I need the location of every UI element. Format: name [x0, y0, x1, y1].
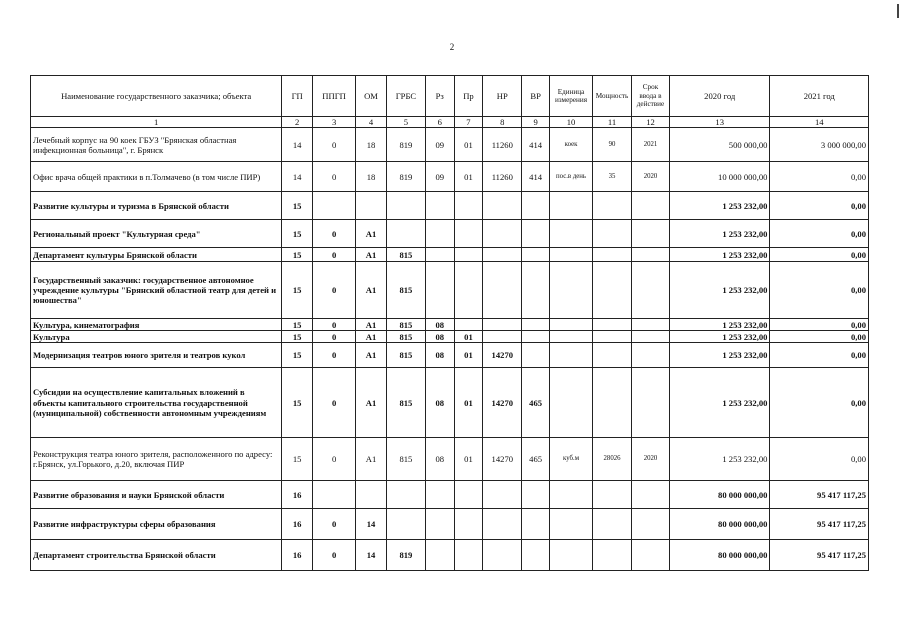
- cell-unit: [549, 331, 592, 343]
- cell-unit: [549, 509, 592, 540]
- cell-name: Лечебный корпус на 90 коек ГБУЗ "Брянская областная инфекционная больница", г. Брянск: [31, 128, 282, 162]
- column-number-cell: 4: [356, 117, 387, 128]
- cell-name: Департамент культуры Брянской области: [31, 248, 282, 262]
- cell-vr: 414: [522, 128, 550, 162]
- cell-grbs: 815: [386, 331, 425, 343]
- table-row: [31, 481, 869, 509]
- cell-rz: 08: [425, 438, 454, 481]
- cell-amount-2021: 0,00: [770, 248, 869, 262]
- cell-gp: 15: [282, 262, 313, 319]
- column-number-cell: 11: [593, 117, 632, 128]
- cell-np: [483, 248, 522, 262]
- cell-unit: пос.в день: [549, 162, 592, 192]
- cell-amount-2021: 0,00: [770, 343, 869, 368]
- table-row: [31, 509, 869, 540]
- cell-power: [593, 368, 632, 438]
- cell-pr: 01: [454, 162, 483, 192]
- cell-unit: [549, 262, 592, 319]
- cell-name: Культура, кинематография: [31, 319, 282, 331]
- cell-term: [632, 331, 670, 343]
- cell-ppgp: [313, 481, 356, 509]
- cell-ppgp: 0: [313, 220, 356, 248]
- cell-pr: 01: [454, 368, 483, 438]
- cell-amount-2020: 80 000 000,00: [669, 540, 770, 571]
- cell-np: 14270: [483, 438, 522, 481]
- column-number-cell: 8: [483, 117, 522, 128]
- column-number-cell: 13: [669, 117, 770, 128]
- column-number-cell: 12: [632, 117, 670, 128]
- table-row: [31, 128, 869, 162]
- cell-rz: [425, 262, 454, 319]
- cell-pr: [454, 540, 483, 571]
- cell-pr: [454, 509, 483, 540]
- cell-vr: [522, 192, 550, 220]
- cell-term: 2020: [632, 162, 670, 192]
- cell-amount-2020: 80 000 000,00: [669, 509, 770, 540]
- cell-unit: коек: [549, 128, 592, 162]
- column-number-cell: 9: [522, 117, 550, 128]
- cell-power: [593, 343, 632, 368]
- cell-np: [483, 319, 522, 331]
- cell-np: [483, 220, 522, 248]
- table-row: [31, 331, 869, 343]
- cell-om: [356, 481, 387, 509]
- cell-term: [632, 248, 670, 262]
- cell-rz: [425, 220, 454, 248]
- cell-amount-2021: 0,00: [770, 331, 869, 343]
- cell-grbs: [386, 192, 425, 220]
- cell-amount-2021: 0,00: [770, 220, 869, 248]
- cell-grbs: 815: [386, 438, 425, 481]
- header-2021: 2021 год: [770, 76, 869, 117]
- table-row: [31, 438, 869, 481]
- cell-gp: 15: [282, 343, 313, 368]
- cell-om: А1: [356, 368, 387, 438]
- cell-np: [483, 192, 522, 220]
- cell-unit: [549, 540, 592, 571]
- cell-np: 14270: [483, 368, 522, 438]
- header-om: ОМ: [356, 76, 387, 117]
- cell-term: [632, 509, 670, 540]
- cell-amount-2020: 1 253 232,00: [669, 192, 770, 220]
- cell-om: А1: [356, 248, 387, 262]
- cell-amount-2021: 0,00: [770, 162, 869, 192]
- cell-unit: [549, 220, 592, 248]
- cell-ppgp: 0: [313, 128, 356, 162]
- cell-rz: 08: [425, 343, 454, 368]
- cell-amount-2020: 1 253 232,00: [669, 438, 770, 481]
- cell-om: А1: [356, 331, 387, 343]
- cell-amount-2020: 10 000 000,00: [669, 162, 770, 192]
- cell-ppgp: 0: [313, 343, 356, 368]
- cell-grbs: [386, 509, 425, 540]
- header-vr: ВР: [522, 76, 550, 117]
- cell-vr: [522, 220, 550, 248]
- cell-power: [593, 481, 632, 509]
- cell-gp: 14: [282, 128, 313, 162]
- scan-edge-mark: [897, 4, 899, 18]
- cell-unit: [549, 192, 592, 220]
- cell-amount-2021: 95 417 117,25: [770, 540, 869, 571]
- cell-om: 18: [356, 162, 387, 192]
- table-row: [31, 319, 869, 331]
- cell-amount-2021: 0,00: [770, 319, 869, 331]
- cell-unit: [549, 319, 592, 331]
- cell-pr: [454, 481, 483, 509]
- cell-grbs: 819: [386, 540, 425, 571]
- cell-term: [632, 481, 670, 509]
- cell-np: [483, 509, 522, 540]
- cell-ppgp: 0: [313, 368, 356, 438]
- header-power: Мощность: [593, 76, 632, 117]
- cell-name: Субсидии на осуществление капитальных вложений в объекты капитального строительства государственной (муниципальной) собственности автономным учреждениям: [31, 368, 282, 438]
- cell-name: Культура: [31, 331, 282, 343]
- table-row: [31, 368, 869, 438]
- cell-gp: 15: [282, 319, 313, 331]
- cell-om: 18: [356, 128, 387, 162]
- cell-rz: 08: [425, 331, 454, 343]
- header-name: Наименование государственного заказчика; объекта: [31, 76, 282, 117]
- cell-np: [483, 481, 522, 509]
- cell-power: 28026: [593, 438, 632, 481]
- cell-rz: 09: [425, 128, 454, 162]
- cell-ppgp: 0: [313, 319, 356, 331]
- header-grbs: ГРБС: [386, 76, 425, 117]
- cell-om: А1: [356, 319, 387, 331]
- cell-om: [356, 192, 387, 220]
- cell-term: 2020: [632, 438, 670, 481]
- cell-vr: [522, 331, 550, 343]
- cell-grbs: 815: [386, 319, 425, 331]
- cell-power: [593, 192, 632, 220]
- cell-pr: [454, 192, 483, 220]
- cell-power: 90: [593, 128, 632, 162]
- cell-amount-2021: 0,00: [770, 192, 869, 220]
- cell-gp: 16: [282, 509, 313, 540]
- header-row: [31, 76, 869, 117]
- cell-term: [632, 262, 670, 319]
- cell-name: Развитие образования и науки Брянской области: [31, 481, 282, 509]
- cell-pr: 01: [454, 438, 483, 481]
- cell-term: [632, 368, 670, 438]
- header-term: Срок ввода в действие: [632, 76, 670, 117]
- cell-term: [632, 192, 670, 220]
- cell-name: Офис врача общей практики в п.Толмачево (в том числе ПИР): [31, 162, 282, 192]
- header-2020: 2020 год: [669, 76, 770, 117]
- cell-om: А1: [356, 343, 387, 368]
- table-row: [31, 220, 869, 248]
- cell-vr: [522, 343, 550, 368]
- cell-rz: [425, 509, 454, 540]
- cell-amount-2020: 1 253 232,00: [669, 220, 770, 248]
- cell-np: [483, 540, 522, 571]
- cell-ppgp: 0: [313, 331, 356, 343]
- cell-grbs: 815: [386, 248, 425, 262]
- cell-rz: [425, 540, 454, 571]
- cell-power: [593, 220, 632, 248]
- budget-table-container: [30, 75, 869, 571]
- cell-vr: 465: [522, 368, 550, 438]
- cell-om: 14: [356, 509, 387, 540]
- cell-unit: [549, 481, 592, 509]
- cell-grbs: 815: [386, 343, 425, 368]
- cell-rz: 08: [425, 368, 454, 438]
- cell-name: Модернизация театров юного зрителя и театров кукол: [31, 343, 282, 368]
- cell-name: Государственный заказчик: государственное автономное учреждение культуры "Брянский областной театр для детей и юношества": [31, 262, 282, 319]
- column-number-cell: 1: [31, 117, 282, 128]
- cell-grbs: 819: [386, 162, 425, 192]
- cell-amount-2021: 0,00: [770, 438, 869, 481]
- cell-np: 11260: [483, 162, 522, 192]
- cell-power: [593, 331, 632, 343]
- header-ppgp: ППГП: [313, 76, 356, 117]
- cell-om: А1: [356, 438, 387, 481]
- cell-om: 14: [356, 540, 387, 571]
- cell-gp: 15: [282, 192, 313, 220]
- cell-rz: [425, 481, 454, 509]
- column-number-cell: 7: [454, 117, 483, 128]
- cell-name: Департамент строительства Брянской области: [31, 540, 282, 571]
- cell-grbs: 819: [386, 128, 425, 162]
- cell-unit: [549, 248, 592, 262]
- cell-amount-2020: 1 253 232,00: [669, 319, 770, 331]
- cell-amount-2020: 80 000 000,00: [669, 481, 770, 509]
- cell-power: [593, 540, 632, 571]
- cell-term: 2021: [632, 128, 670, 162]
- cell-amount-2021: 95 417 117,25: [770, 481, 869, 509]
- cell-ppgp: 0: [313, 509, 356, 540]
- cell-ppgp: 0: [313, 162, 356, 192]
- cell-pr: [454, 248, 483, 262]
- cell-ppgp: 0: [313, 438, 356, 481]
- cell-power: 35: [593, 162, 632, 192]
- cell-amount-2021: 0,00: [770, 368, 869, 438]
- cell-np: 11260: [483, 128, 522, 162]
- cell-ppgp: [313, 192, 356, 220]
- cell-vr: [522, 319, 550, 331]
- page-number: 2: [449, 42, 455, 52]
- cell-gp: 16: [282, 540, 313, 571]
- column-number-cell: 10: [549, 117, 592, 128]
- cell-amount-2021: 95 417 117,25: [770, 509, 869, 540]
- cell-name: Развитие инфраструктуры сферы образования: [31, 509, 282, 540]
- cell-amount-2020: 1 253 232,00: [669, 262, 770, 319]
- cell-power: [593, 509, 632, 540]
- table-row: [31, 540, 869, 571]
- cell-unit: [549, 368, 592, 438]
- cell-term: [632, 343, 670, 368]
- cell-ppgp: 0: [313, 262, 356, 319]
- cell-amount-2021: 0,00: [770, 262, 869, 319]
- cell-gp: 14: [282, 162, 313, 192]
- table-row: [31, 248, 869, 262]
- cell-vr: [522, 262, 550, 319]
- cell-power: [593, 248, 632, 262]
- cell-term: [632, 540, 670, 571]
- column-number-cell: 2: [282, 117, 313, 128]
- cell-power: [593, 319, 632, 331]
- cell-amount-2020: 1 253 232,00: [669, 248, 770, 262]
- cell-pr: 01: [454, 128, 483, 162]
- cell-rz: [425, 192, 454, 220]
- cell-power: [593, 262, 632, 319]
- column-number-cell: 5: [386, 117, 425, 128]
- column-number-cell: 6: [425, 117, 454, 128]
- column-number-cell: 14: [770, 117, 869, 128]
- cell-term: [632, 220, 670, 248]
- header-pr: Пр: [454, 76, 483, 117]
- cell-amount-2020: 500 000,00: [669, 128, 770, 162]
- cell-gp: 15: [282, 438, 313, 481]
- header-np: НР: [483, 76, 522, 117]
- table-body: [31, 76, 869, 571]
- cell-grbs: 815: [386, 368, 425, 438]
- cell-name: Реконструкция театра юного зрителя, расположенного по адресу: г.Брянск, ул.Горького, д.20, включая ПИР: [31, 438, 282, 481]
- cell-rz: 08: [425, 319, 454, 331]
- cell-amount-2021: 3 000 000,00: [770, 128, 869, 162]
- cell-pr: 01: [454, 331, 483, 343]
- column-number-cell: 3: [313, 117, 356, 128]
- table-row: [31, 262, 869, 319]
- cell-gp: 15: [282, 331, 313, 343]
- cell-name: Развитие культуры и туризма в Брянской области: [31, 192, 282, 220]
- cell-grbs: [386, 220, 425, 248]
- cell-gp: 15: [282, 220, 313, 248]
- cell-unit: куб.м: [549, 438, 592, 481]
- cell-unit: [549, 343, 592, 368]
- column-number-row: [31, 117, 869, 128]
- cell-name: Региональный проект "Культурная среда": [31, 220, 282, 248]
- cell-grbs: [386, 481, 425, 509]
- cell-rz: [425, 248, 454, 262]
- cell-ppgp: 0: [313, 248, 356, 262]
- table-row: [31, 343, 869, 368]
- cell-gp: 15: [282, 248, 313, 262]
- cell-vr: 465: [522, 438, 550, 481]
- cell-pr: 01: [454, 343, 483, 368]
- table-row: [31, 162, 869, 192]
- cell-gp: 15: [282, 368, 313, 438]
- cell-vr: [522, 248, 550, 262]
- cell-gp: 16: [282, 481, 313, 509]
- cell-pr: [454, 319, 483, 331]
- cell-pr: [454, 220, 483, 248]
- cell-vr: 414: [522, 162, 550, 192]
- cell-amount-2020: 1 253 232,00: [669, 368, 770, 438]
- cell-amount-2020: 1 253 232,00: [669, 343, 770, 368]
- cell-term: [632, 319, 670, 331]
- cell-vr: [522, 481, 550, 509]
- cell-vr: [522, 540, 550, 571]
- cell-np: 14270: [483, 343, 522, 368]
- cell-om: А1: [356, 262, 387, 319]
- budget-table: [30, 75, 869, 571]
- cell-amount-2020: 1 253 232,00: [669, 331, 770, 343]
- header-gp: ГП: [282, 76, 313, 117]
- cell-pr: [454, 262, 483, 319]
- header-unit: Единица измерения: [549, 76, 592, 117]
- cell-np: [483, 262, 522, 319]
- cell-np: [483, 331, 522, 343]
- cell-grbs: 815: [386, 262, 425, 319]
- header-rz: Рз: [425, 76, 454, 117]
- cell-om: А1: [356, 220, 387, 248]
- cell-rz: 09: [425, 162, 454, 192]
- cell-vr: [522, 509, 550, 540]
- table-row: [31, 192, 869, 220]
- cell-ppgp: 0: [313, 540, 356, 571]
